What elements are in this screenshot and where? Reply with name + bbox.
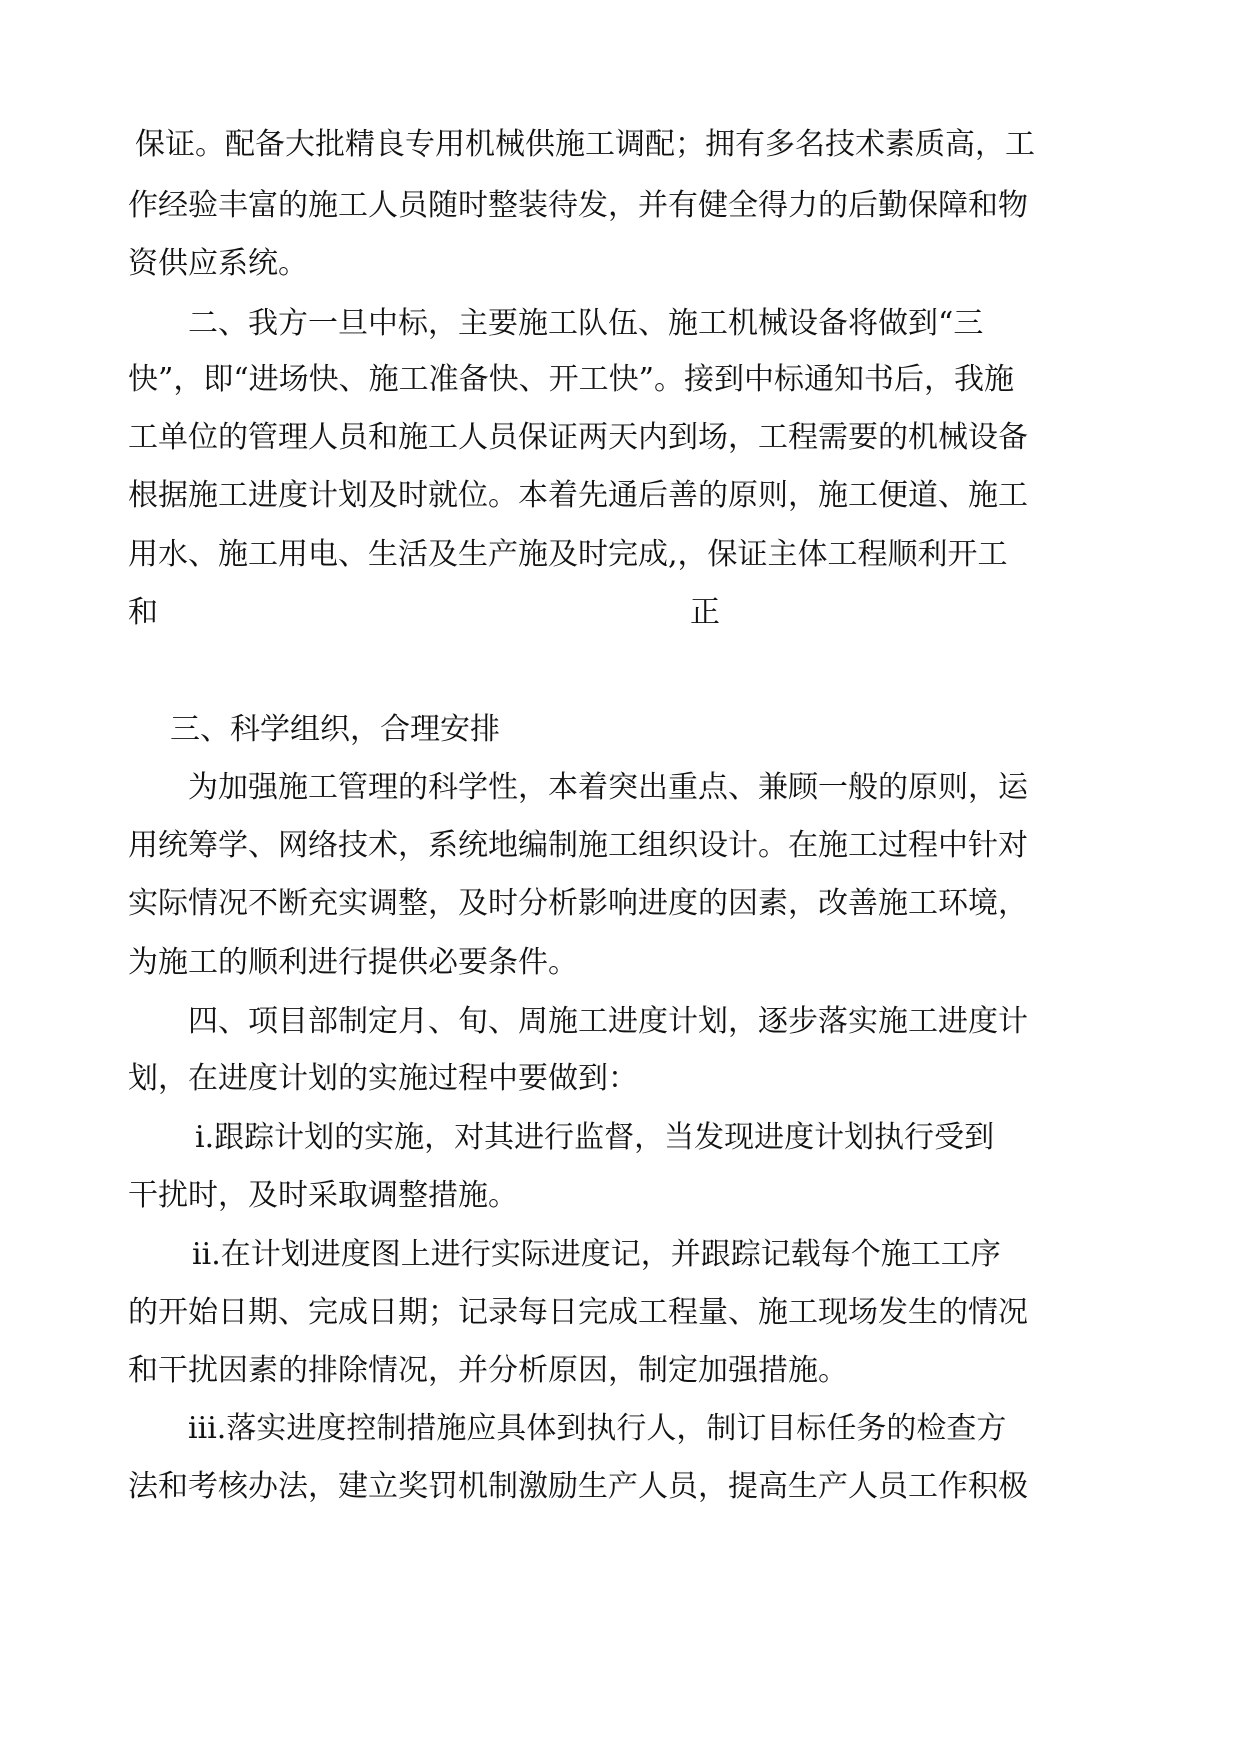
text-line	[0, 583, 1241, 643]
text-line	[0, 525, 1241, 585]
text-line	[0, 176, 1241, 236]
list-item-line	[0, 1399, 1241, 1459]
text-run: ⅲ.落实进度控制措施应具体到执行人，制订目标任务的检查方	[188, 1411, 1007, 1446]
text-run: 法和考核办法，建立奖罚机制激励生产人员，提高生产人员工作积极	[128, 1469, 1028, 1504]
text-run: 用水、施工用电、生活及生产施及时完成,，保证主体工程顺利开工	[128, 537, 1008, 572]
text-run: 工单位的管理人员和施工人员保证两天内到场，工程需要的机械设备	[128, 420, 1028, 455]
text-line	[0, 234, 1241, 294]
text-run: 为加强施工管理的科学性，本着突出重点、兼顾一般的原则，运	[188, 770, 1028, 805]
section-heading	[0, 700, 1241, 760]
text-line	[0, 466, 1241, 526]
text-run: 三、科学组织，合理安排	[170, 712, 500, 747]
text-line	[0, 933, 1241, 993]
text-line	[0, 816, 1241, 876]
text-run: 二、我方一旦中标，主要施工队伍、施工机械设备将做到“三	[188, 306, 984, 341]
text-run: 的开始日期、完成日期；记录每日完成工程量、施工现场发生的情况	[128, 1295, 1028, 1330]
list-item-line	[0, 1341, 1241, 1401]
text-line	[0, 758, 1241, 818]
text-run: 保证。配备大批精良专用机械供施工调配；拥有多名技术素质高，工	[135, 127, 1035, 162]
text-line	[0, 641, 1241, 701]
text-line	[0, 115, 1241, 175]
text-run: 划，在进度计划的实施过程中要做到：	[128, 1061, 638, 1096]
list-item-line	[0, 1225, 1241, 1285]
list-item-line	[0, 1166, 1241, 1226]
text-run: ⅱ.在计划进度图上进行实际进度记，并跟踪记载每个施工工序	[192, 1237, 1001, 1272]
text-run: 根据施工进度计划及时就位。本着先通后善的原则，施工便道、施工	[128, 478, 1028, 513]
list-item-line	[0, 1283, 1241, 1343]
text-line	[0, 1049, 1241, 1109]
text-line	[0, 294, 1241, 354]
text-run: 作经验丰富的施工人员随时整装待发，并有健全得力的后勤保障和物	[128, 188, 1028, 223]
text-line	[0, 874, 1241, 934]
text-run: 为施工的顺利进行提供必要条件。	[128, 945, 578, 980]
text-run: ⅰ.跟踪计划的实施，对其进行监督，当发现进度计划执行受到	[195, 1120, 995, 1155]
text-line	[0, 992, 1241, 1052]
text-run: 资供应系统。	[128, 246, 308, 281]
text-run: 快”，即“进场快、施工准备快、开工快”。接到中标通知书后，我施	[128, 362, 1015, 397]
text-run: 实际情况不断充实调整，及时分析影响进度的因素，改善施工环境，	[128, 886, 1028, 921]
text-run: 和干扰因素的排除情况，并分析原因，制定加强措施。	[128, 1353, 848, 1388]
text-run: 四、项目部制定月、旬、周施工进度计划，逐步落实施工进度计	[188, 1004, 1028, 1039]
text-run: 干扰时，及时采取调整措施。	[128, 1178, 518, 1213]
list-item-line	[0, 1108, 1241, 1168]
text-run: 和	[128, 595, 158, 630]
text-run: 正	[690, 595, 720, 630]
text-line	[0, 350, 1241, 410]
text-line	[0, 408, 1241, 468]
list-item-line	[0, 1457, 1241, 1517]
text-run: 用统筹学、网络技术，系统地编制施工组织设计。在施工过程中针对	[128, 828, 1028, 863]
